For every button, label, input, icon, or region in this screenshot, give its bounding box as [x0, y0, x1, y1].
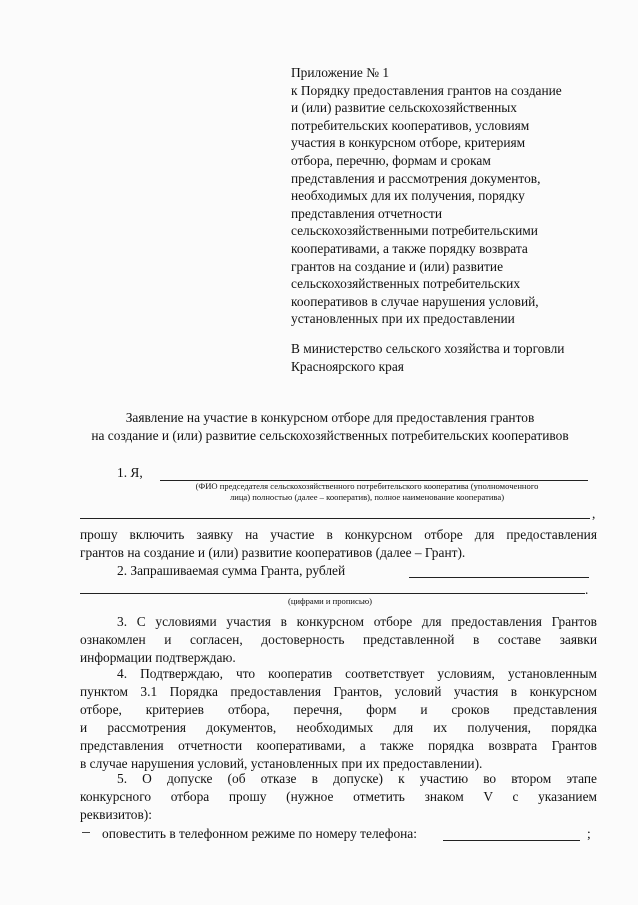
item-2-hint: (цифрами и прописью): [287, 596, 373, 606]
item-4-line: пунктом 3.1 Порядка предоставления Грантов, условий участия в конкурсном: [80, 684, 597, 699]
item-1-line: прошу включить заявку на участие в конкурсном отборе для предоставления: [80, 527, 597, 542]
item-1-prefix: 1. Я,: [117, 465, 143, 480]
item-1-hint: [132, 481, 602, 503]
addressee-line: Красноярского края: [291, 359, 404, 374]
checkbox-mark[interactable]: [82, 832, 90, 833]
appendix-line: потребительских кооперативов, условиям: [291, 117, 530, 133]
item-4-line: в случае нарушения условий, установленных при их предоставлении).: [80, 756, 483, 771]
item-5-line: конкурсного отбора прошу (нужное отметить знаком V с указанием: [80, 789, 597, 804]
addressee-line: В министерство сельского хозяйства и торговли: [291, 341, 565, 356]
grant-amount-words-fill-line[interactable]: [80, 593, 585, 594]
title-line: на создание и (или) развитие сельскохозяйственных потребительских кооперативов: [91, 428, 569, 443]
application-title: [40, 409, 620, 445]
item-3-text: [80, 613, 597, 667]
appendix-line: и (или) развитие сельскохозяйственных: [291, 100, 517, 116]
item-5-line: 5. О допуске (об отказе в допуске) к участию во втором этапе: [117, 771, 597, 786]
item-5-text: [80, 770, 597, 824]
item-1-heading: [117, 465, 597, 481]
appendix-line: сельскохозяйственными потребительскими: [291, 223, 538, 239]
title-line: Заявление на участие в конкурсном отборе для предоставления грантов: [125, 410, 535, 425]
appendix-line: установленных при их предоставлении: [291, 311, 515, 327]
appendix-line: Приложение № 1: [291, 65, 390, 80]
item-4-line: 4. Подтверждаю, что кооператив соответствует условиям, установленным: [117, 666, 597, 681]
item-1-line: грантов на создание и (или) развитие кооперативов (далее – Грант).: [80, 545, 466, 560]
appendix-line: представления и рассмотрения документов,: [291, 170, 541, 186]
item-4-line: отборе, критериев отбора, перечня, форм и сроков представления: [80, 702, 597, 717]
item-1-comma: ,: [592, 506, 596, 521]
phone-number-fill-line[interactable]: [443, 840, 580, 841]
item-3-line: информации подтверждаю.: [80, 650, 236, 665]
hint-line: (ФИО председателя сельскохозяйственного потребительского кооператива (уполномоченного: [195, 481, 539, 491]
appendix-line: участия в конкурсном отборе, критериям: [291, 135, 526, 151]
appendix-line: кооперативами, а также порядку возврата: [291, 240, 528, 256]
appendix-line: к Порядку предоставления грантов на создание: [291, 82, 562, 98]
item-4-line: и рассмотрения документов, необходимых для их получения, порядка: [80, 720, 597, 735]
item-4-text: [80, 665, 597, 773]
appendix-line: представления отчетности: [291, 205, 443, 221]
appendix-header: [291, 64, 611, 328]
appendix-line: сельскохозяйственных потребительских: [291, 276, 521, 292]
notify-semicolon: ;: [587, 826, 591, 841]
appendix-line: кооперативов в случае нарушения условий,: [291, 293, 539, 309]
grant-amount-fill-line[interactable]: [409, 577, 589, 578]
item-3-line: ознакомлен и согласен, достоверность представленной в составе заявки: [80, 632, 597, 647]
appendix-line: отбора, перечню, формам и срокам: [291, 152, 491, 168]
item-4-line: представления отчетности кооперативами, а также порядка возврата Грантов: [80, 738, 597, 753]
addressee-block: [291, 340, 611, 376]
item-2-dot: .: [585, 582, 589, 597]
hint-line: лица) полностью (далее – кооператив), полное наименование кооператива): [229, 492, 505, 502]
item-1-text: [80, 526, 597, 562]
item-3-line: 3. С условиями участия в конкурсном отборе для предоставления Грантов: [117, 614, 597, 629]
name-fill-line-2[interactable]: [80, 518, 590, 519]
appendix-line: грантов на создание и (или) развитие: [291, 258, 504, 274]
item-5-line: реквизитов):: [80, 807, 152, 822]
item-2-text: 2. Запрашиваемая сумма Гранта, рублей: [117, 563, 346, 578]
notify-by-phone-option[interactable]: оповестить в телефонном режиме по номеру телефона:: [102, 826, 417, 841]
appendix-line: необходимых для их получения, порядку: [291, 188, 525, 204]
